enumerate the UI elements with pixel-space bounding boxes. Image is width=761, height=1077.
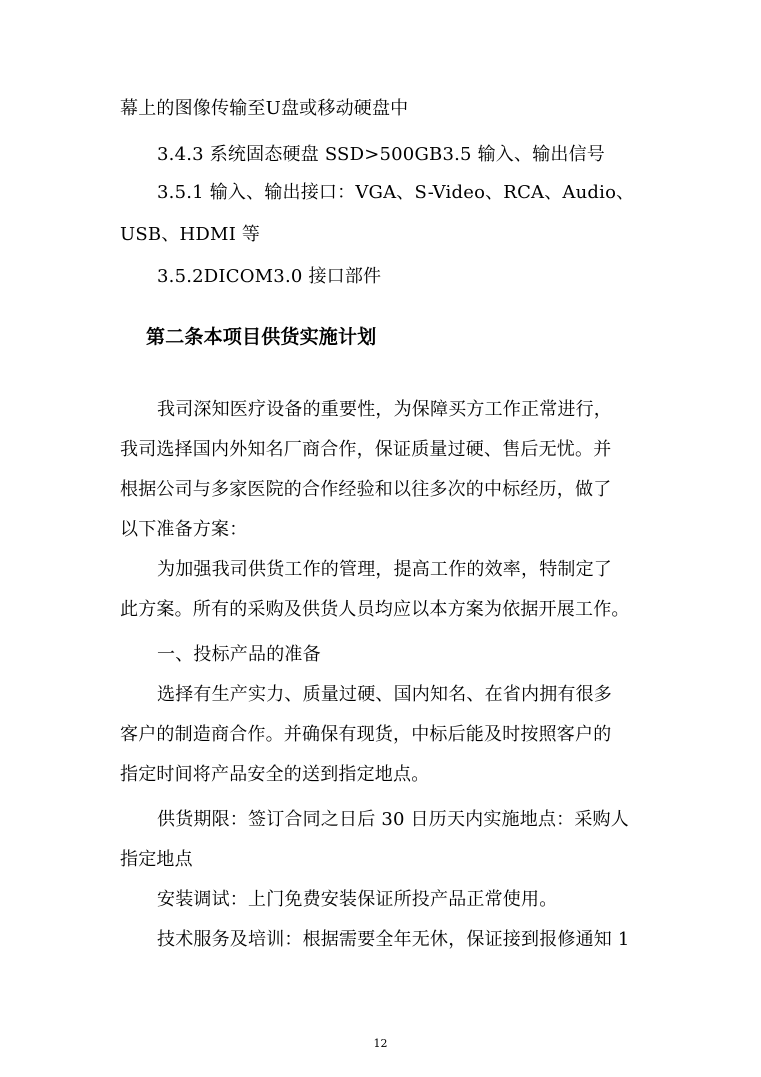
page-number: 12 xyxy=(373,1037,388,1050)
text-line: 为加强我司供货工作的管理，提高工作的效率，特制定了 xyxy=(157,559,612,580)
section-heading: 第二条本项目供货实施计划 xyxy=(146,326,377,348)
text-line: 根据公司与多家医院的合作经验和以往多次的中标经历，做了 xyxy=(120,479,612,500)
text-line: USB、HDMI 等 xyxy=(120,224,261,245)
text-line: 3.5.2DICOM3.0 接口部件 xyxy=(157,266,382,287)
text-line: 我司深知医疗设备的重要性，为保障买方工作正常进行， xyxy=(157,399,612,420)
text-line: 指定地点 xyxy=(120,849,193,870)
text-line: 选择有生产实力、质量过硬、国内知名、在省内拥有很多 xyxy=(157,684,612,705)
text-line: 此方案。所有的采购及供货人员均应以本方案为依据开展工作。 xyxy=(120,599,630,620)
text-line: 安装调试：上门免费安装保证所投产品正常使用。 xyxy=(157,889,558,910)
text-line: 我司选择国内外知名厂商合作，保证质量过硬、售后无忧。并 xyxy=(120,439,612,460)
text-line: 一、投标产品的准备 xyxy=(157,644,321,665)
text-line: 技术服务及培训：根据需要全年无休，保证接到报修通知 1 xyxy=(157,929,630,950)
text-line: 3.4.3 系统固态硬盘 SSD>500GB3.5 输入、输出信号 xyxy=(157,144,606,165)
text-line: 幕上的图像传输至U盘或移动硬盘中 xyxy=(120,98,409,119)
text-line: 指定时间将产品安全的送到指定地点。 xyxy=(120,764,430,785)
text-line: 客户的制造商合作。并确保有现货，中标后能及时按照客户的 xyxy=(120,724,612,745)
text-line: 以下准备方案： xyxy=(120,519,248,540)
text-line: 3.5.1 输入、输出接口：VGA、S-Video、RCA、Audio、 xyxy=(157,182,635,203)
text-line: 供货期限：签订合同之日后 30 日历天内实施地点：采购人 xyxy=(157,809,629,830)
